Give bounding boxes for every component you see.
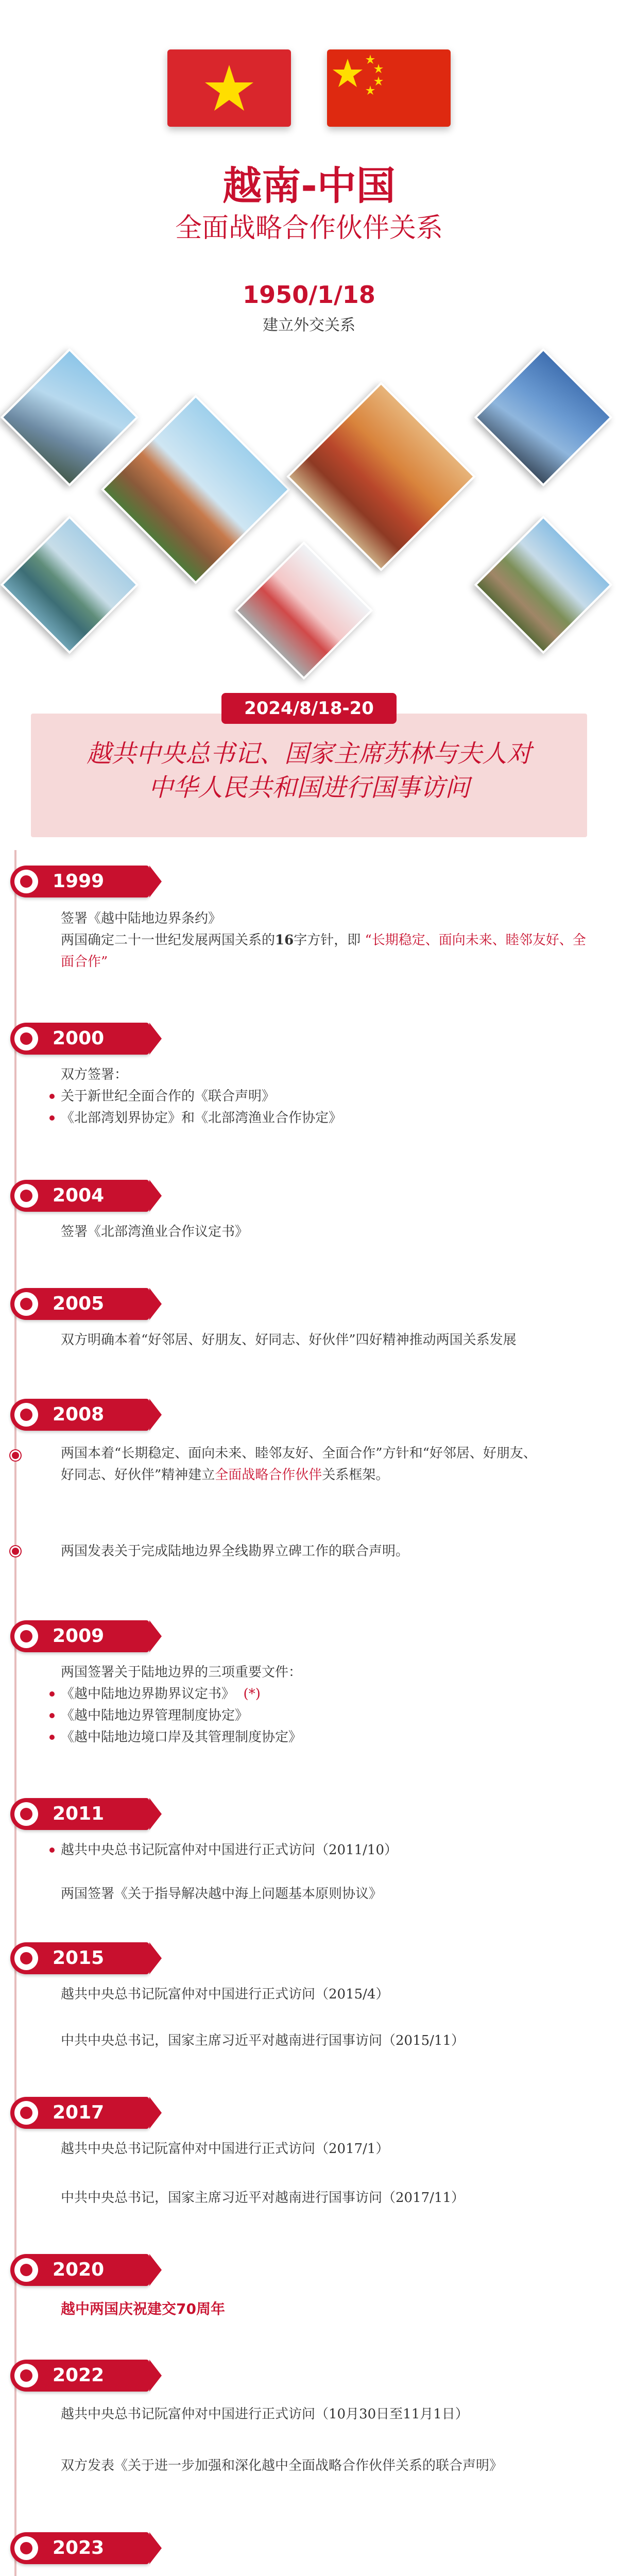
bullet-icon xyxy=(49,1094,55,1099)
china-flag xyxy=(327,49,451,127)
year-badge xyxy=(10,1180,149,1212)
bullet-icon xyxy=(49,1691,55,1697)
year-label: 2023 xyxy=(53,2537,105,2558)
year-marker-icon xyxy=(14,1292,38,1316)
timeline-entry xyxy=(61,2455,596,2477)
year-label: 2004 xyxy=(53,1185,105,1206)
established-label: 建立外交关系 xyxy=(263,316,355,334)
year-badge xyxy=(10,2360,149,2392)
entry-bullet-text: 《越中陆地边境口岸及其管理制度协定》 xyxy=(61,1730,302,1745)
year-label: 2017 xyxy=(53,2102,105,2123)
bullet-icon xyxy=(49,1713,55,1718)
year-marker-icon xyxy=(14,2536,38,2560)
year-label: 2005 xyxy=(53,1293,105,1314)
year-badge xyxy=(10,1942,149,1974)
year-marker-icon xyxy=(14,1184,38,1208)
visit-date-badge: 2024/8/18-20 xyxy=(221,693,397,724)
timeline-entry xyxy=(61,2138,596,2160)
entry-text: 越共中央总书记阮富仲对中国进行正式访问（10月30日至11月1日） xyxy=(61,2406,469,2422)
timeline-dot xyxy=(10,1546,21,1556)
timeline-entry xyxy=(61,1329,596,1351)
bullet-icon xyxy=(49,1848,55,1853)
page-subtitle: 全面战略合作伙伴关系 xyxy=(175,213,443,244)
forbidden-city-photo xyxy=(286,382,476,571)
entry-text: 双方签署： xyxy=(61,1067,128,1082)
visit-title-line: 中华人民共和国进行国事访问 xyxy=(148,773,470,802)
entry-text: 中共中央总书记，国家主席习近平对越南进行国事访问（2017/11） xyxy=(61,2190,465,2206)
year-label: 1999 xyxy=(53,871,105,892)
timeline-entry xyxy=(61,1540,596,1562)
timeline-line xyxy=(14,850,16,2576)
year-marker-icon xyxy=(14,1624,38,1648)
timeline-entry xyxy=(61,1662,596,1748)
entry-text: 越共中央总书记阮富仲对中国进行正式访问（2017/1） xyxy=(61,2141,389,2157)
year-badge xyxy=(10,1023,149,1055)
year-marker-icon xyxy=(14,2258,38,2282)
entry-bullet-text: 越共中央总书记阮富仲对中国进行正式访问（2011/10） xyxy=(61,1842,398,1858)
entry-text: 两国确定二十一世纪发展两国关系的16字方针，即 “长期稳定、面向未来、睦邻友好、全面合作” xyxy=(61,933,586,970)
timeline-entry xyxy=(61,1221,596,1243)
timeline-entry xyxy=(61,1984,596,2005)
year-marker-icon xyxy=(14,2364,38,2387)
bullet-icon xyxy=(49,1735,55,1740)
timeline-entry xyxy=(61,1064,596,1129)
timeline-entry xyxy=(61,1883,596,1905)
entry-text: 越共中央总书记阮富仲对中国进行正式访问（2015/4） xyxy=(61,1987,389,2002)
timeline-entry xyxy=(61,1839,596,1861)
halong-bay-photo xyxy=(1,516,139,654)
year-badge xyxy=(10,1798,149,1830)
year-badge xyxy=(10,2097,149,2129)
year-label: 2015 xyxy=(53,1947,105,1969)
entry-text: 双方发表《关于进一步加强和深化越中全面战略合作伙伴关系的联合声明》 xyxy=(61,2458,503,2473)
entry-text: 两国本着“长期稳定、面向未来、睦邻友好、全面合作”方针和“好邻居、好朋友、 xyxy=(61,1446,537,1461)
year-marker-icon xyxy=(14,1027,38,1050)
year-label: 2009 xyxy=(53,1625,105,1647)
monument-photo xyxy=(235,541,373,680)
entry-bullet-text: 《越中陆地边界管理制度协定》 xyxy=(61,1708,249,1723)
year-label: 2011 xyxy=(53,1803,105,1824)
timeline-entry xyxy=(61,2030,596,2052)
entry-text: 签署《北部湾渔业合作议定书》 xyxy=(61,1224,249,1240)
bullet-icon xyxy=(49,1115,55,1121)
entry-text: 双方明确本着“好邻居、好朋友、好同志、好伙伴”四好精神推动两国关系发展 xyxy=(61,1332,517,1348)
vietnam-flag xyxy=(167,49,291,127)
highlight-text: “长期稳定、面向未来、睦邻友好、全面合作” xyxy=(61,933,586,970)
timeline-dot xyxy=(10,1450,21,1461)
entry-text: 好同志、好伙伴”精神建立全面战略合作伙伴关系框架。 xyxy=(61,1467,389,1483)
great-wall-photo xyxy=(474,516,613,654)
year-label: 2008 xyxy=(53,1404,105,1425)
entry-text: 两国签署关于陆地边界的三项重要文件： xyxy=(61,1665,302,1680)
year-marker-icon xyxy=(14,870,38,893)
year-marker-icon xyxy=(14,2101,38,2125)
year-badge xyxy=(10,1399,149,1431)
year-label: 2022 xyxy=(53,2365,105,2386)
entry-bullet-text: 关于新世纪全面合作的《联合声明》 xyxy=(61,1089,276,1104)
entry-bullet-text: 《越中陆地边界勘界议定书》 (*) xyxy=(61,1686,261,1702)
year-marker-icon xyxy=(14,1946,38,1970)
year-badge xyxy=(10,2254,149,2286)
timeline-entry xyxy=(61,2187,596,2209)
established-date: 1950/1/18 xyxy=(243,281,375,309)
landmark-collage xyxy=(0,319,618,690)
entry-bullet-text: 《北部湾划界协定》和《北部湾渔业合作协定》 xyxy=(61,1110,342,1126)
year-badge xyxy=(10,1288,149,1320)
timeline-entry xyxy=(61,2403,596,2425)
footnote-marker: (*) xyxy=(243,1686,261,1702)
page-title: 越南-中国 xyxy=(222,163,396,209)
beijing-tower-photo xyxy=(474,348,613,487)
timeline-entry xyxy=(61,1443,596,1486)
year-marker-icon xyxy=(14,1802,38,1826)
entry-text: 两国签署《关于指导解决越中海上问题基本原则协议》 xyxy=(61,1886,383,1902)
timeline-entry xyxy=(61,908,596,973)
year-marker-icon xyxy=(14,1403,38,1427)
year-label: 2020 xyxy=(53,2259,105,2280)
city-photo xyxy=(1,348,139,487)
anniversary-text: 越中两国庆祝建交70周年 xyxy=(61,2300,225,2317)
visit-title-line: 越共中央总书记、国家主席苏林与夫人对 xyxy=(86,739,531,768)
year-badge xyxy=(10,2532,149,2564)
entry-text: 签署《越中陆地边界条约》 xyxy=(61,911,222,926)
visit-title xyxy=(41,737,577,805)
year-badge xyxy=(10,1620,149,1652)
entry-text: 中共中央总书记，国家主席习近平对越南进行国事访问（2015/11） xyxy=(61,2033,465,2048)
entry-text: 两国发表关于完成陆地边界全线勘界立碑工作的联合声明。 xyxy=(61,1544,409,1559)
year-label: 2000 xyxy=(53,1028,105,1049)
year-badge xyxy=(10,866,149,897)
highlight-text: 全面战略合作伙伴 xyxy=(215,1467,322,1483)
